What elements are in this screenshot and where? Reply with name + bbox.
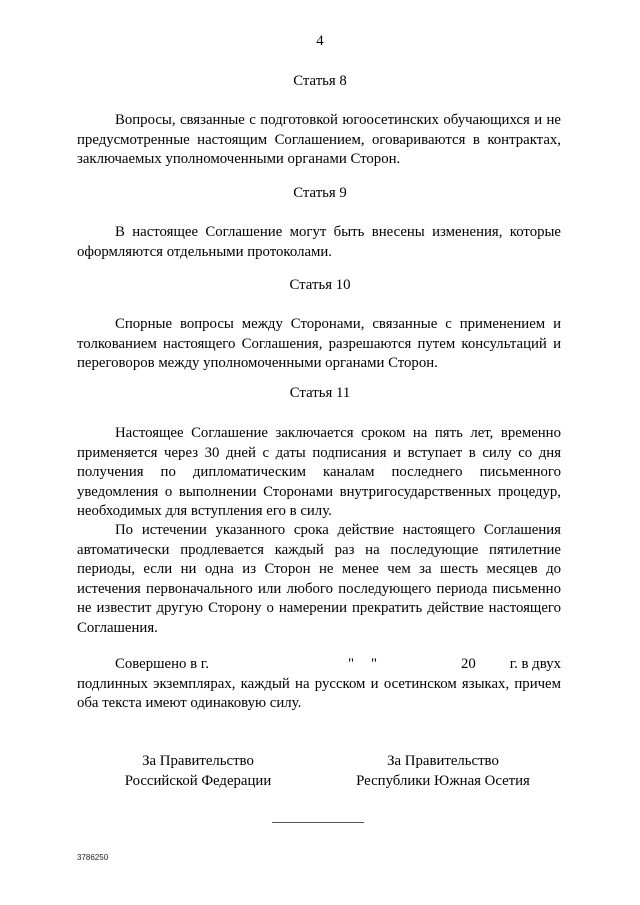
- document-code: 3786250: [77, 853, 109, 862]
- article-10-heading: Статья 10: [289, 277, 351, 293]
- done-at-rest: подлинных экземплярах, каждый на русском и осетинском языках, причем оба текста имеют одинаковую силу.: [77, 675, 561, 711]
- article-8-paragraph: Вопросы, связанные с подготовкой югоосетинских обучающихся и не предусмотренные настоящим Соглашением, оговариваются в контрактах, заключаемых уполномоченными органами Сторон.: [77, 112, 561, 167]
- signature-right-line-1: За Правительство: [387, 753, 499, 769]
- page-number: 4: [316, 33, 324, 49]
- article-11-heading: Статья 11: [289, 385, 351, 401]
- date-year: 20: [461, 656, 476, 672]
- date-quote-close: ": [371, 656, 378, 672]
- article-11-paragraph-2: По истечении указанного срока действие настоящего Соглашения автоматически продлевается каждый раз на последующие пятилетние периоды, если ни одна из Сторон не менее чем за шесть месяцев до истечения первоначального или любого последующего периода письменно не известит другую Сторону о намерении прекратить действие настоящего Соглашения.: [77, 522, 561, 636]
- done-at-copies-label: г. в двух: [509, 656, 561, 672]
- article-10-paragraph: Спорные вопросы между Сторонами, связанные с применением и толкованием настоящего Соглашения, разрешаются путем консультаций и переговоров между уполномоченными органами Сторон.: [77, 316, 561, 371]
- signature-left-line-2: Российской Федерации: [124, 772, 272, 789]
- signature-left-line-1: За Правительство: [142, 753, 254, 769]
- signature-left: [98, 752, 298, 791]
- done-at-city-label: Совершено в г.: [115, 656, 209, 672]
- article-11-paragraph-1: Настоящее Соглашение заключается сроком на пять лет, временно применяется через 30 дней с даты подписания и вступает в силу со дня получения по дипломатическим каналам последнего письменного уведомления о выполнении Сторонами внутригосударственных процедур, необходимых для вступления его в силу.: [77, 425, 561, 519]
- end-divider: [272, 822, 364, 823]
- date-quote-open: ": [348, 656, 355, 672]
- signature-right-line-2: Республики Южная Осетия: [356, 772, 530, 789]
- done-at-block: [77, 655, 561, 714]
- article-9-heading: Статья 9: [293, 185, 347, 201]
- article-8-heading: Статья 8: [293, 73, 347, 89]
- signature-right: [337, 752, 549, 791]
- article-9-paragraph: В настоящее Соглашение могут быть внесены изменения, которые оформляются отдельными протоколами.: [77, 224, 561, 260]
